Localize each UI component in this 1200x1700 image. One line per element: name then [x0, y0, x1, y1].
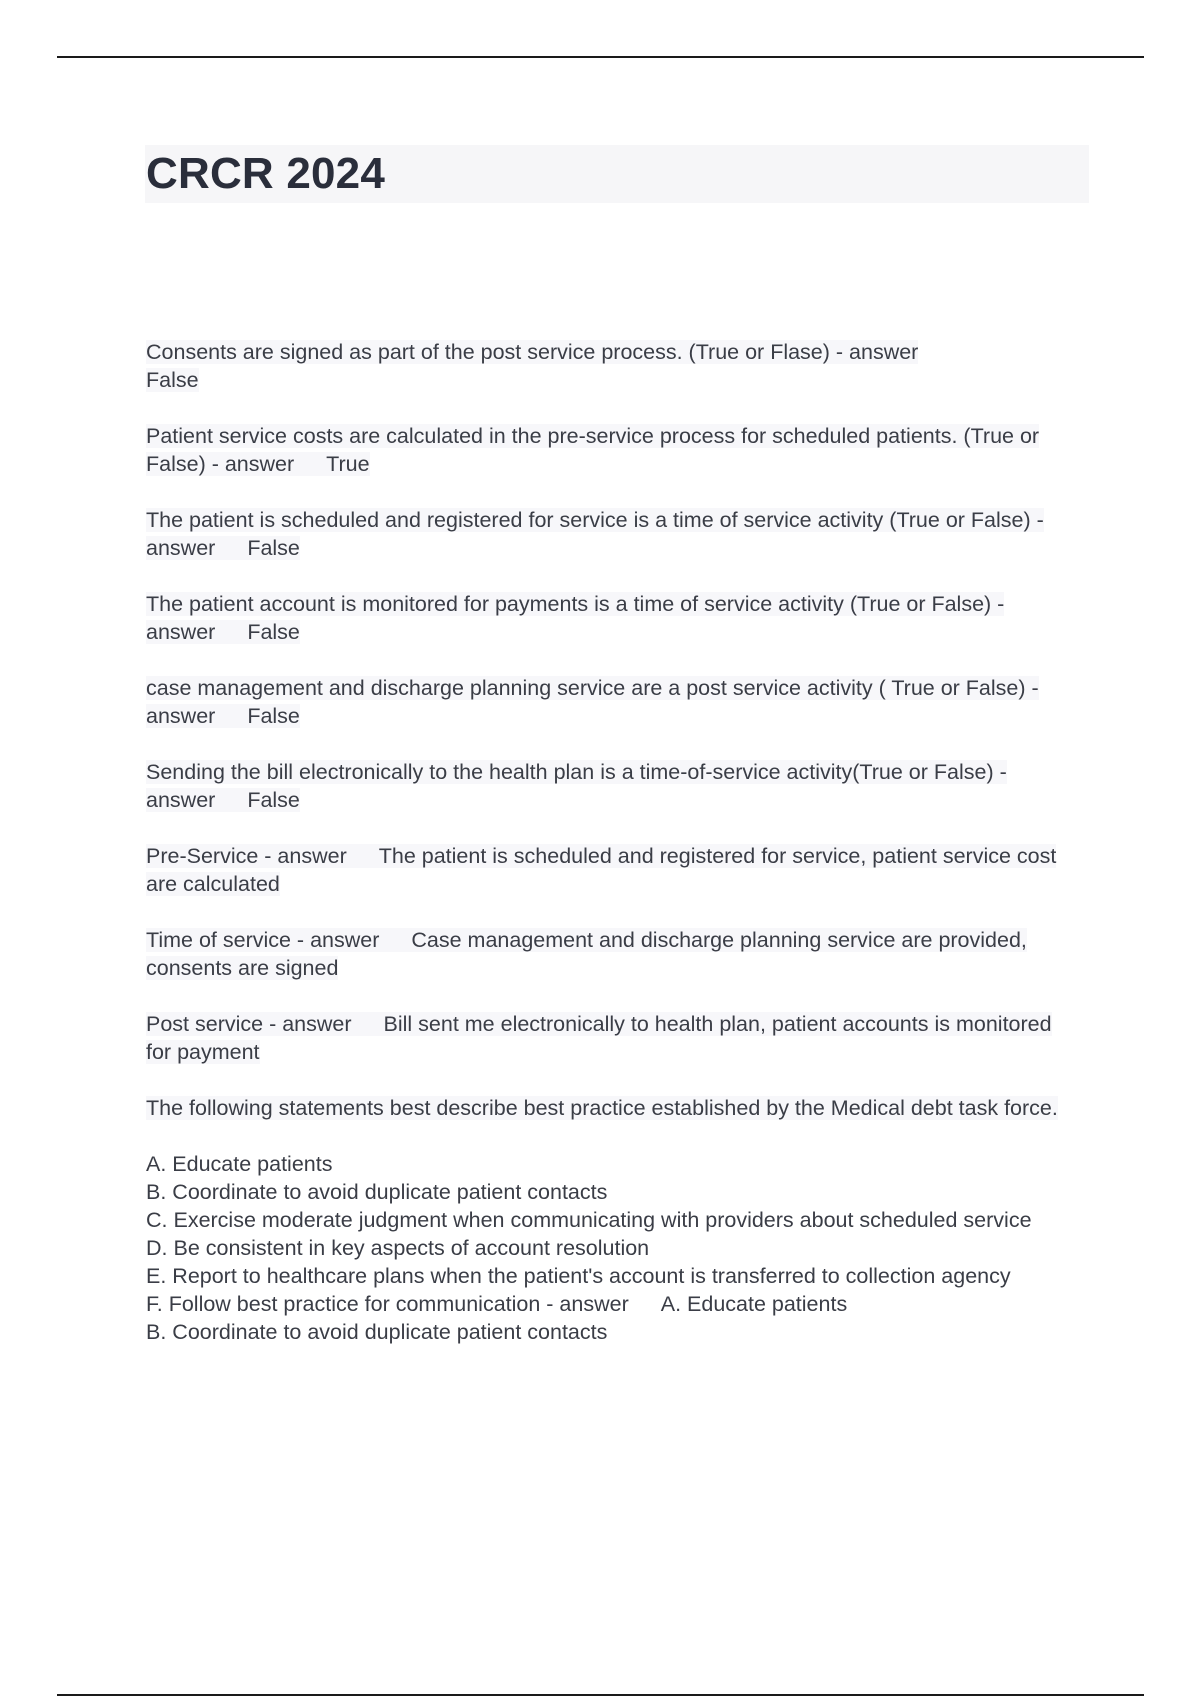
footer-rule — [57, 1694, 1144, 1696]
option-f: F. Follow best practice for communication - answer — [146, 1292, 629, 1316]
qa-item-1 — [146, 338, 1076, 394]
option-e: E. Report to healthcare plans when the patient's account is transferred to collection agency — [146, 1264, 1011, 1288]
qa-question: Post service - answer — [146, 1012, 352, 1036]
option-b: B. Coordinate to avoid duplicate patient contacts — [146, 1180, 608, 1204]
qa-item-6 — [146, 758, 1076, 814]
header-rule — [57, 56, 1144, 58]
qa-item-3 — [146, 506, 1076, 562]
qa-question: Pre-Service - answer — [146, 844, 347, 868]
qa-item-8 — [146, 926, 1076, 982]
final-answer-line-1: A. Educate patients — [660, 1292, 848, 1316]
qa-answer: Bill sent me electronically to health plan, patient accounts is monitored for payment — [146, 1012, 1052, 1064]
option-a: A. Educate patients — [146, 1152, 333, 1176]
final-question-options — [146, 1150, 1076, 1346]
qa-item-5 — [146, 674, 1076, 730]
document-body — [146, 338, 1076, 1346]
qa-question: Time of service - answer — [146, 928, 380, 952]
qa-question: The patient account is monitored for payments is a time of service activity (True or False) - answer — [146, 592, 1005, 644]
qa-answer: False — [247, 788, 300, 812]
option-d: D. Be consistent in key aspects of account resolution — [146, 1236, 650, 1260]
qa-answer: True — [326, 452, 370, 476]
qa-item-2 — [146, 422, 1076, 478]
qa-answer: The patient is scheduled and registered for service, patient service cost are calculated — [146, 844, 1057, 896]
final-question-prompt: The following statements best describe best practice established by the Medical debt task force. — [146, 1096, 1058, 1120]
qa-item-9 — [146, 1010, 1076, 1066]
qa-question: The patient is scheduled and registered for service is a time of service activity (True or False) - answer — [146, 508, 1044, 560]
qa-answer: False — [247, 704, 300, 728]
option-c: C. Exercise moderate judgment when communicating with providers about scheduled service — [146, 1208, 1032, 1232]
qa-question: Patient service costs are calculated in the pre-service process for scheduled patients. (True or False) - answer — [146, 424, 1040, 476]
final-answer-line-2: B. Coordinate to avoid duplicate patient contacts — [146, 1320, 608, 1344]
qa-question: Sending the bill electronically to the health plan is a time-of-service activity(True or False) - answer — [146, 760, 1007, 812]
document-title: CRCR 2024 — [146, 149, 386, 198]
qa-question: case management and discharge planning service are a post service activity ( True or False) - answer — [146, 676, 1039, 728]
qa-item-7 — [146, 842, 1076, 898]
qa-item-4 — [146, 590, 1076, 646]
option-f-with-answer — [146, 1290, 1076, 1318]
qa-question: Consents are signed as part of the post service process. (True or Flase) - answer — [146, 340, 919, 364]
qa-answer: Case management and discharge planning service are provided, consents are signed — [146, 928, 1027, 980]
qa-answer: False — [247, 536, 300, 560]
qa-answer: False — [247, 620, 300, 644]
qa-answer: False — [146, 368, 199, 392]
